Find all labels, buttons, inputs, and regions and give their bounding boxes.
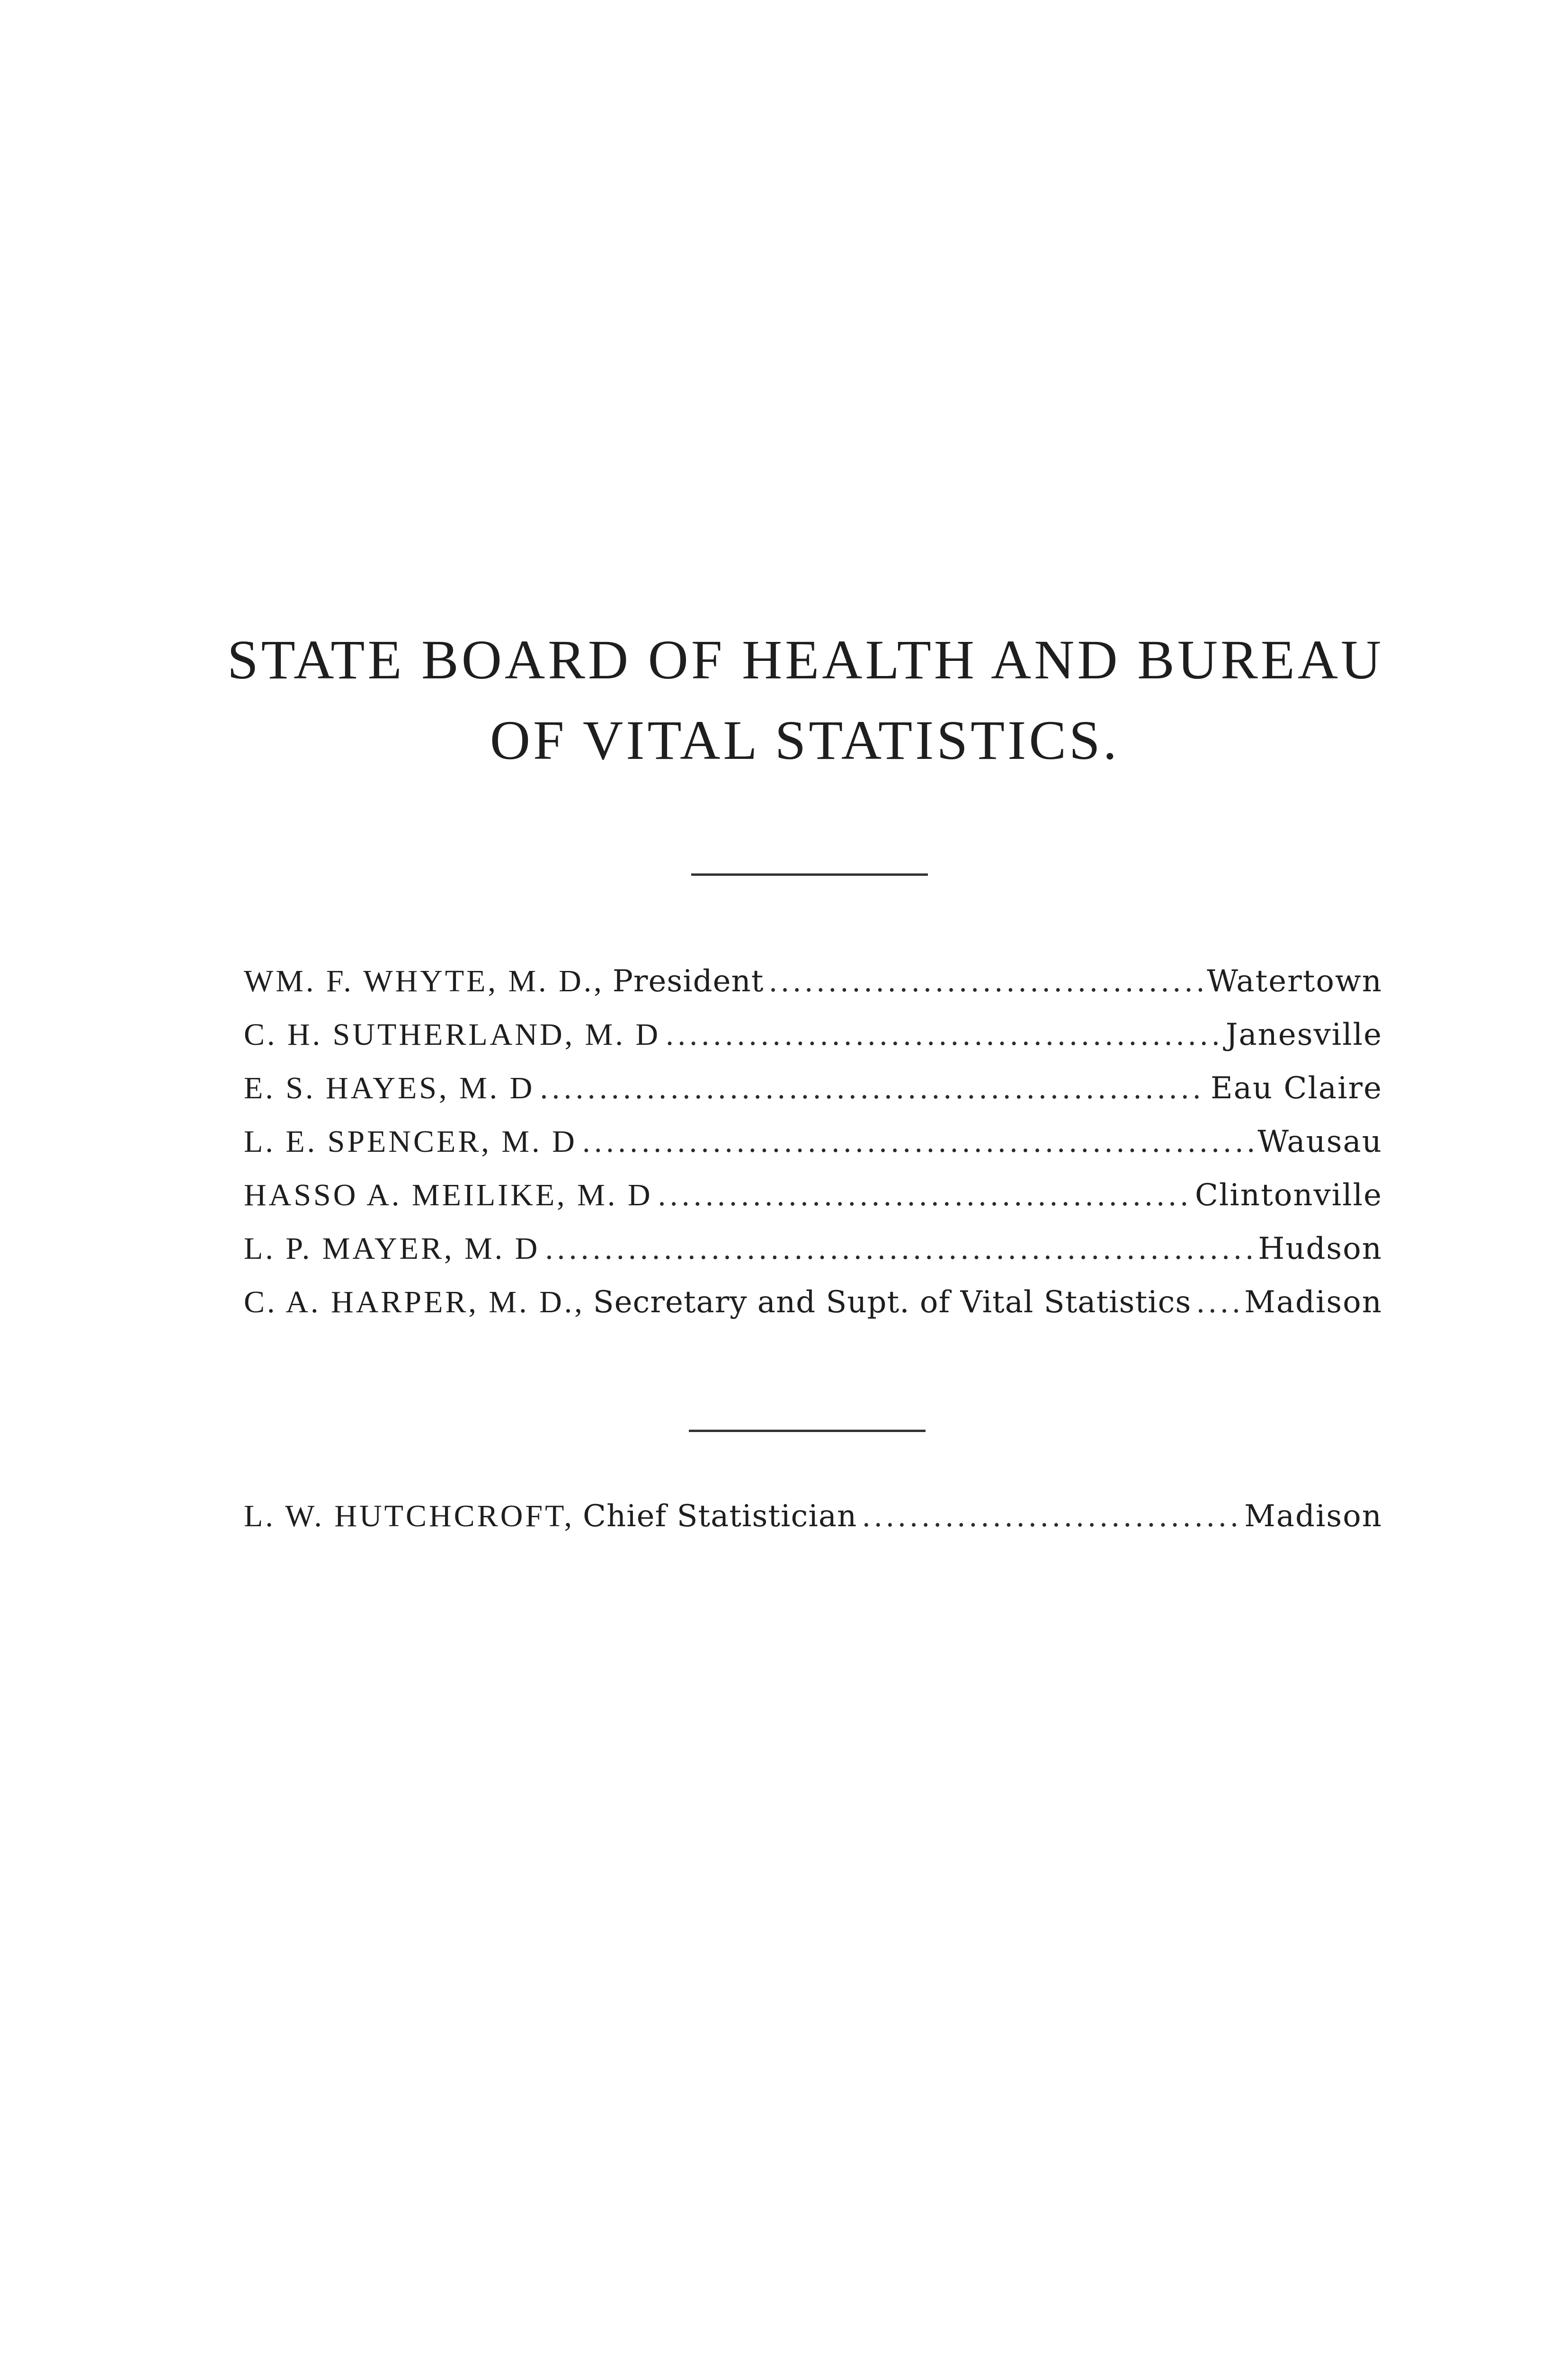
list-item bbox=[244, 1233, 1382, 1287]
member-city: Eau Claire bbox=[1211, 1073, 1382, 1106]
page-title-line-2: OF VITAL STATISTICS. bbox=[490, 709, 1120, 771]
member-city: Watertown bbox=[1207, 966, 1382, 999]
member-city: Clintonville bbox=[1194, 1180, 1382, 1213]
staff-name: L. W. HUTCHCROFT, bbox=[244, 1501, 575, 1533]
member-city: Janesville bbox=[1225, 1019, 1382, 1052]
dot-leader bbox=[658, 1182, 1190, 1210]
list-item bbox=[244, 1287, 1382, 1340]
page-title-line-1: STATE BOARD OF HEALTH AND BUREAU bbox=[227, 629, 1384, 691]
member-name: L. E. SPENCER, M. D bbox=[244, 1126, 577, 1159]
member-name: HASSO A. MEILIKE, M. D bbox=[244, 1180, 653, 1212]
member-name: L. P. MAYER, M. D bbox=[244, 1233, 540, 1266]
dot-leader bbox=[1196, 1289, 1239, 1317]
member-role: President bbox=[612, 966, 764, 999]
member-name: C. H. SUTHERLAND, M. D bbox=[244, 1019, 661, 1052]
list-item bbox=[244, 1180, 1382, 1233]
divider-rule-bottom bbox=[689, 1430, 926, 1432]
member-role: Secretary and Supt. of Vital Statistics bbox=[593, 1287, 1192, 1320]
dot-leader bbox=[582, 1128, 1253, 1157]
member-city: Madison bbox=[1244, 1287, 1382, 1320]
board-members-list bbox=[244, 966, 1382, 1340]
list-item bbox=[244, 1501, 1382, 1554]
dot-leader bbox=[768, 968, 1202, 996]
list-item bbox=[244, 1073, 1382, 1126]
dot-leader bbox=[665, 1021, 1221, 1050]
dot-leader bbox=[544, 1235, 1253, 1264]
list-item bbox=[244, 1126, 1382, 1180]
staff-list bbox=[244, 1501, 1382, 1554]
member-name: WM. F. WHYTE, M. D., bbox=[244, 966, 604, 998]
list-item bbox=[244, 1019, 1382, 1073]
member-city: Wausau bbox=[1257, 1126, 1382, 1159]
list-item bbox=[244, 966, 1382, 1019]
dot-leader bbox=[539, 1075, 1206, 1103]
divider-rule-top bbox=[691, 873, 928, 876]
dot-leader bbox=[862, 1503, 1239, 1531]
member-name: C. A. HARPER, M. D., bbox=[244, 1287, 585, 1319]
member-name: E. S. HAYES, M. D bbox=[244, 1073, 535, 1105]
staff-city: Madison bbox=[1244, 1501, 1382, 1534]
member-city: Hudson bbox=[1258, 1233, 1382, 1266]
staff-role: Chief Statistician bbox=[583, 1501, 857, 1534]
